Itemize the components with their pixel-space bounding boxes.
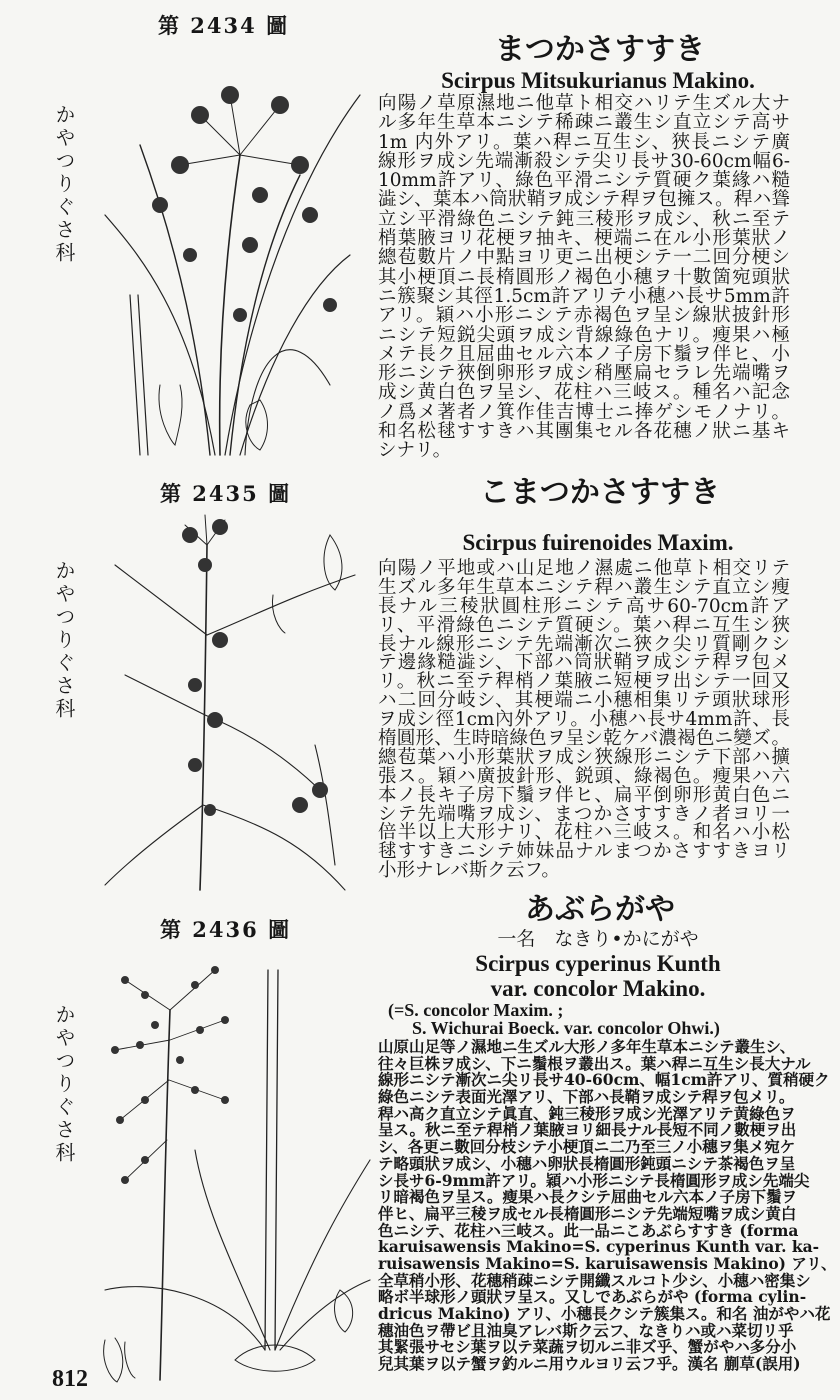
description-line: 形ニシテ狹倒卵形ヲ成シ稍壓扁セラレ先端嘴ヲ (378, 363, 790, 385)
description-line: ル多年生草本ニシテ稀疎ニ叢生シ直立シテ高サ (378, 112, 790, 134)
description-line: 稈ハ高ク直立シテ眞直、鈍三稜形ヲ成シ光澤アリテ黄綠色ヲ (378, 1103, 796, 1123)
description-line: シ長サ6-9mm許アリ。穎ハ小形ニシテ長楕圓形ヲ成シ先端尖 (378, 1170, 810, 1190)
family-label: かやつりぐさ科 (52, 1004, 76, 1165)
description (378, 560, 790, 881)
description-line: ニ簇聚シ其徑1.5cm許アリテ小穗ハ長サ5mm許 (378, 285, 790, 307)
description-line: リ。秋ニ至テ稈梢ノ葉腋ニ短梗ヲ出シテ一回又 (378, 671, 790, 693)
description-line: 長ナル三稜狀圓柱形ニシテ高サ60-70cm許ア (378, 595, 790, 617)
description-line: ハ二回分岐シ、其梗端ニ小穗相集リテ頭狀球形 (378, 690, 790, 712)
description-line: ruisawensis Makino=S. karuisawensis Makino) アリ、 (378, 1253, 837, 1273)
description-line: 穗油色ヲ帶ビ且油臭アレバ斯ク云フ、なきりハ或ハ菜切リ乎 (378, 1320, 794, 1340)
description-line: テ略頭狀ヲ成シ、小穗ハ卵狀長楕圓形鈍頭ニシテ茶褐色ヲ呈 (378, 1153, 796, 1173)
description-line: シ、各更ニ數回分枝シテ小梗頂ニ二乃至三ノ小穗ヲ集メ宛ケ (378, 1137, 796, 1157)
description-line: 向陽ノ平地或ハ山足地ノ濕處ニ他草ト相交リテ (378, 558, 790, 579)
description-line: アリ。穎ハ小形ニシテ赤褐色ヲ呈シ線狀披針形 (378, 305, 790, 327)
figure-label: 第 2436 圖 (160, 917, 292, 942)
description-line: 向陽ノ草原濕地ニ他草ト相交ハリテ生ズル大ナ (378, 93, 790, 114)
synonym: S. Wichurai Boeck. var. concolor Ohwi.) (412, 1018, 720, 1038)
illustration-scirpus-fuirenoides (95, 505, 365, 895)
description-line: 長ナル線形ニシテ先端漸次ニ狹ク尖リ質剛クシ (378, 633, 790, 655)
alternate-names: 一名 なきり•かにがや (497, 928, 699, 950)
family-label: かやつりぐさ科 (52, 104, 76, 265)
description-line: 成シ黄白色ヲ呈シ、花柱ハ三岐ス。種名ハ記念 (378, 382, 790, 404)
japanese-name: あぶらがや (525, 892, 675, 927)
description-line: 梢葉腋ヨリ花梗ヲ抽キ、梗端ニ在ル小形葉狀ノ (378, 228, 790, 250)
scientific-name: Scirpus fuirenoides Maxim. (462, 530, 734, 555)
description-line: リ暗褐色ヲ呈ス。瘦果ハ長クシテ屈曲セル六本ノ子房下鬚ヲ (378, 1187, 797, 1207)
description-line: ニシテ短鋭尖頭ヲ成シ背線綠色ナリ。瘦果ハ極 (378, 324, 790, 346)
description (378, 94, 790, 461)
description-line: 色ニシテ、花柱ハ三岐ス。此一品ニこあぶらすすき (forma (378, 1220, 799, 1240)
description-line: 本ノ長キ子房下鬚ヲ伴ヒ、扁平倒卵形黄白色ニ (378, 784, 790, 806)
description-line: 澁シ、葉本ハ筒狀鞘ヲ成シテ稈ヲ包擁ス。稈ハ聳 (378, 189, 790, 211)
description-line: 伴ヒ、扁平三稜ヲ成セル長楕圓形ニシテ先端短嘴ヲ成シ黄白 (378, 1203, 797, 1223)
description-line: 生ズル多年生草本ニシテ稈ハ叢生シテ直立シ瘦 (378, 576, 790, 598)
description-line: 1m 内外アリ。葉ハ稈ニ互生シ、狹長ニシテ廣 (378, 131, 790, 153)
scientific-name-variety: var. concolor Makino. (490, 976, 706, 1001)
description-line: シテ先端嘴ヲ成シ、まつかさすすきノ者ヨリ一 (378, 803, 790, 825)
description-line: 立シ平滑綠色ニシテ鈍三稜形ヲ成シ、秋ニ至テ (378, 208, 790, 230)
description-line: 總苞數片ノ中點ヨリ更ニ出梗シテ一二回分梗シ (378, 247, 790, 269)
illustration-scirpus-mitsukurianus (100, 55, 365, 460)
description-line: 線形ヲ成シ先端漸殺シテ尖リ長サ30-60cm幅6- (378, 150, 790, 172)
description-line: 總苞葉ハ小形葉狀ヲ成シ狹線形ニシテ下部ハ擴 (378, 746, 790, 768)
family-label: かやつりぐさ科 (52, 560, 76, 721)
synonym: (=S. concolor Maxim. ; (388, 1000, 564, 1020)
illustration-scirpus-cyperinus (85, 950, 375, 1390)
description-line: 小形ナレバ斯ク云フ。 (378, 860, 560, 882)
description-line: ヲ成シ徑1cm內外アリ。小穗ハ長サ4mm許、長 (378, 709, 790, 731)
description-line: リ、平滑綠色ニシテ質硬シ。葉ハ稈ニ互生シ狹 (378, 614, 790, 636)
description-line: 略ボ半球形ノ頭狀ヲ呈ス。又しであぶらがや (forma cylin- (378, 1287, 807, 1307)
description-line: 其緊張サセシ葉ヲ以テ菜蔬ヲ切ルニ非ズ乎、蟹がやハ多分小 (378, 1337, 797, 1357)
description-line: 倍半以上大形ナリ、花柱ハ三岐ス。和名ハ小松 (378, 822, 790, 844)
description-line: 楕圓形、生時暗綠色ヲ呈シ乾ケバ濃褐色ニ變ズ。 (378, 728, 790, 750)
scientific-name: Scirpus cyperinus Kunth (475, 951, 721, 976)
description-line: karuisawensis Makino=S. cyperinus Kunth var. ka- (378, 1237, 820, 1257)
description-line: 毬すすきニシテ姉妹品ナルまつかさすすきヨリ (378, 841, 790, 863)
figure-label: 第 2435 圖 (160, 481, 292, 506)
description-line: 山原山足等ノ濕地ニ生ズル大形ノ多年生草本ニシテ叢生シ、 (378, 1037, 796, 1056)
description-line: 綠色ニシテ表面光澤アリ、下部ハ長鞘ヲ成シテ稈ヲ包メリ。 (378, 1087, 795, 1107)
description-line: 和名松毬すすきハ其團集セル各花穗ノ狀ニ基キ (378, 421, 790, 443)
japanese-name: まつかさすすき (494, 32, 706, 67)
description-line: 10mm許アリ、綠色平滑ニシテ質硬ク葉緣ハ糙 (378, 170, 790, 192)
description (378, 1037, 837, 1374)
description-line: 呈ス。秋ニ至テ稈梢ノ葉腋ヨリ細長ナル長短不同ノ數梗ヲ出 (378, 1120, 797, 1140)
description-line: 其小梗頂ニ長楕圓形ノ褐色小穗ヲ十數箇宛頭狀 (378, 266, 790, 288)
page-number: 812 (52, 1366, 88, 1392)
description-line: 線形ニシテ漸次ニ尖リ長サ40-60cm、幅1cm許アリ、質稍硬ク (378, 1070, 830, 1090)
description-line: テ邊緣糙澁シ、下部ハ筒狀鞘ヲ成シテ稈ヲ包メ (378, 652, 790, 674)
description-line: 往々巨株ヲ成シ、下ニ鬚根ヲ叢出ス。葉ハ稈ニ互生シ長大ナル (378, 1053, 811, 1073)
description-line: 全草稍小形、花穗稍疎ニシテ開纖スルコト少シ、小穗ハ密集シ (378, 1270, 811, 1290)
description-line: dricus Makino) アリ、小穗長クシテ簇集ス。和名 油がやハ花 (378, 1304, 831, 1323)
description-line: ノ爲メ著者ノ箕作佳吉博士ニ捧ゲシモノナリ。 (378, 401, 790, 423)
description-line: 張ス。穎ハ廣披針形、鋭頭、綠褐色。瘦果ハ六 (378, 765, 790, 787)
figure-label: 第 2434 圖 (158, 13, 290, 38)
description-line: メテ長ク且屈曲セル六本ノ子房下鬚ヲ伴ヒ、小 (378, 343, 790, 365)
description-line: シナリ。 (378, 440, 452, 462)
description-line: 兒其葉ヲ以テ蟹ヲ釣ルニ用ウルヨリ云フ乎。漢名 蒯草(誤用) (378, 1354, 801, 1374)
japanese-name: こまつかさすすき (479, 475, 721, 510)
scientific-name: Scirpus Mitsukurianus Makino. (441, 68, 755, 93)
